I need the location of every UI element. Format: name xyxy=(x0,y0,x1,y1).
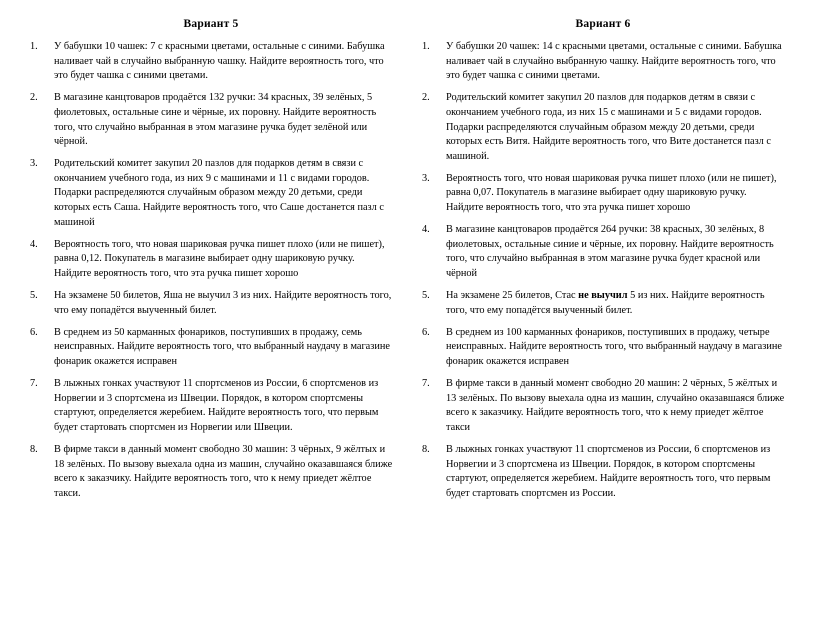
list-item xyxy=(420,172,786,216)
list-item xyxy=(420,326,786,370)
task-text: На экзамене 25 билетов, Стас не выучил 5 из них. Найдите вероятность того, что ему попадётся выученный билет. xyxy=(446,290,765,316)
list-item xyxy=(420,289,786,318)
task-text: На экзамене 50 билетов, Яша не выучил 3 из них. Найдите вероятность того, что ему попадётся выученный билет. xyxy=(54,290,392,316)
list-item xyxy=(28,91,394,149)
task-list-variant-6 xyxy=(420,40,786,502)
task-text: У бабушки 10 чашек: 7 с красными цветами, остальные с синими. Бабушка наливает чай в случайно выбранную чашку. Найдите вероятность того, что это будет чашка с синими цветами. xyxy=(54,41,385,82)
task-number: 4. xyxy=(422,224,430,236)
task-text: В магазине канцтоваров продаётся 132 ручки: 34 красных, 39 зелёных, 5 фиолетовых, остальные сине и чёрные, их поровну. Найдите вероятность того, что случайно выбранная в этом магазине ручка будет зелёной или чёрной. xyxy=(54,92,377,148)
list-item xyxy=(420,40,786,84)
list-item xyxy=(28,443,394,501)
list-item xyxy=(420,377,786,435)
list-item xyxy=(28,377,394,435)
task-number: 8. xyxy=(422,444,430,456)
list-item xyxy=(420,91,786,164)
task-number: 3. xyxy=(422,172,430,184)
task-number: 5. xyxy=(422,290,430,302)
task-number: 3. xyxy=(30,158,38,170)
list-item xyxy=(28,289,394,318)
task-text: Родительский комитет закупил 20 пазлов для подарков детям в связи с окончанием учебного года, из них 15 с машинами и 5 с видами городов. Подарки распределяются случайным образом между 20 детьми, среди которых есть Витя. Найдите вероятность того, что Вите достанется пазл с машиной. xyxy=(446,92,771,162)
task-text: В лыжных гонках участвуют 11 спортсменов из России, 6 спортсменов из Норвегии и 3 спортсмена из Швеции. Порядок, в котором спортсмены стартуют, определяется жеребием. Найдите вероятность того, что первым будет стартовать спортсмен из Норвегии или Швеции. xyxy=(54,378,379,434)
task-number: 2. xyxy=(30,92,38,104)
task-number: 8. xyxy=(30,444,38,456)
task-number: 7. xyxy=(422,378,430,390)
page-title-variant-5: Вариант 5 xyxy=(183,18,239,30)
task-text: В лыжных гонках участвуют 11 спортсменов из России, 6 спортсменов из Норвегии и 3 спортсмена из Швеции. Порядок, в котором спортсмены стартуют, определяется жеребием. Найдите вероятность того, что первым будет стартовать спортсмен из России. xyxy=(446,444,771,499)
task-text: В среднем из 100 карманных фонариков, поступивших в продажу, четыре неисправных. Найдите вероятность того, что выбранный наудачу в магазине фонарик окажется исправен xyxy=(446,326,782,368)
task-list-variant-5 xyxy=(28,40,394,502)
list-item xyxy=(420,443,786,501)
task-text: Родительский комитет закупил 20 пазлов для подарков детям в связи с окончанием учебного года, из них 9 с машинами и 11 с видами городов. Подарки распределяются случайным образом между 20 детьми, среди которых есть Саша. Найдите вероятность того, что Саше достанется пазл с машиной xyxy=(54,158,384,228)
task-number: 1. xyxy=(422,41,430,52)
task-text: В магазине канцтоваров продаётся 264 ручки: 38 красных, 30 зелёных, 8 фиолетовых, остальные синие и чёрные, их поровну. Найдите вероятность того, что случайно выбранная в этом магазине ручка будет красной или чёрной xyxy=(446,224,774,280)
list-item xyxy=(28,157,394,230)
task-text: В фирме такси в данный момент свободно 30 машин: 3 чёрных, 9 жёлтых и 18 зелёных. По вызову выехала одна из машин, случайно оказавшаяся ближе всего к заказчику. Найдите вероятность того, что к нему приедет жёлтое такси. xyxy=(54,444,393,499)
task-number: 5. xyxy=(30,290,38,302)
task-text: Вероятность того, что новая шариковая ручка пишет плохо (или не пишет), равна 0,12. Покупатель в магазине выбирает одну шариковую ручку. Найдите вероятность того, что эта ручка пишет хорошо xyxy=(54,238,385,280)
task-number: 6. xyxy=(422,326,430,338)
list-item xyxy=(420,223,786,281)
task-number: 1. xyxy=(30,41,38,52)
task-text: Вероятность того, что новая шариковая ручка пишет плохо (или не пишет), равна 0,07. Покупатель в магазине выбирает одну шариковую ручку. Найдите вероятность того, что эта ручка пишет хорошо xyxy=(446,172,777,214)
list-item xyxy=(28,326,394,370)
two-column-layout xyxy=(28,18,788,509)
list-item xyxy=(28,40,394,84)
variant-column-5 xyxy=(28,18,394,509)
task-text: У бабушки 20 чашек: 14 с красными цветами, остальные с синими. Бабушка наливает чай в случайно выбранную чашку. Найдите вероятность того, что это будет чашка с синими цветами. xyxy=(446,41,782,82)
task-number: 7. xyxy=(30,378,38,390)
page-title-variant-6: Вариант 6 xyxy=(575,18,631,30)
task-text: В среднем из 50 карманных фонариков, поступивших в продажу, семь неисправных. Найдите вероятность того, что выбранный наудачу в магазине фонарик окажется исправен xyxy=(54,326,390,368)
task-text: В фирме такси в данный момент свободно 20 машин: 2 чёрных, 5 жёлтых и 13 зелёных. По вызову выехала одна из машин, случайно оказавшаяся ближе всего к заказчику. Найдите вероятность того, что к нему приедет жёлтое такси xyxy=(446,378,785,434)
task-number: 2. xyxy=(422,92,430,104)
list-item xyxy=(28,238,394,282)
task-number: 6. xyxy=(30,326,38,338)
task-number: 4. xyxy=(30,238,38,250)
variant-column-6 xyxy=(420,18,786,509)
